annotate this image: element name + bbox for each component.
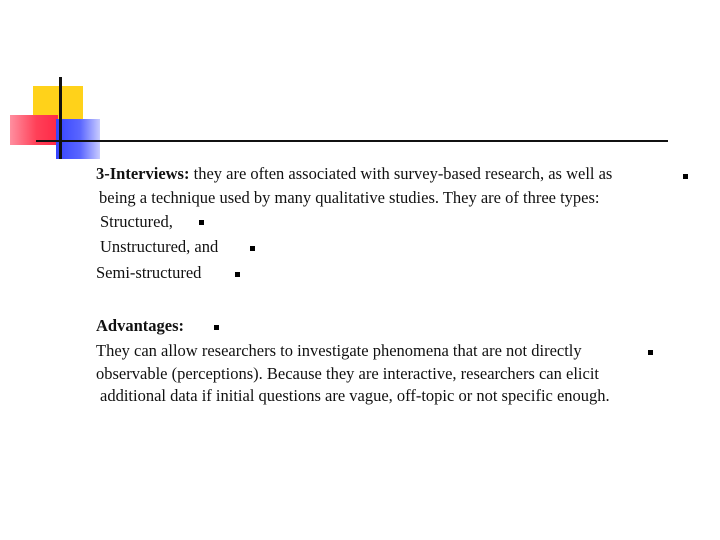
type-structured: Structured, bbox=[100, 212, 173, 231]
interviews-line-1 bbox=[96, 164, 612, 184]
title-divider-line bbox=[36, 140, 668, 142]
advantages-heading: Advantages: bbox=[96, 316, 185, 335]
interviews-line-2: being a technique used by many qualitative studies. They are of three types: bbox=[99, 188, 600, 207]
interviews-heading: 3-Interviews: bbox=[96, 164, 190, 183]
decor-blue-square bbox=[56, 119, 100, 159]
type-unstructured: Unstructured, and bbox=[100, 237, 219, 256]
advantages-line-2: observable (perceptions). Because they are interactive, researchers can elicit bbox=[96, 364, 599, 383]
bullet-icon bbox=[214, 325, 219, 330]
bullet-icon bbox=[683, 174, 688, 179]
type-semi-structured: Semi-structured bbox=[96, 263, 202, 282]
advantages-line-1: They can allow researchers to investigate phenomena that are not directly bbox=[96, 341, 582, 360]
interviews-line-1-text: they are often associated with survey-based research, as well as bbox=[189, 164, 613, 183]
decor-vertical-line bbox=[59, 77, 62, 159]
bullet-icon bbox=[235, 272, 240, 277]
bullet-icon bbox=[199, 220, 204, 225]
bullet-icon bbox=[250, 246, 255, 251]
bullet-icon bbox=[648, 350, 653, 355]
advantages-line-3: additional data if initial questions are vague, off-topic or not specific enough. bbox=[100, 386, 610, 405]
